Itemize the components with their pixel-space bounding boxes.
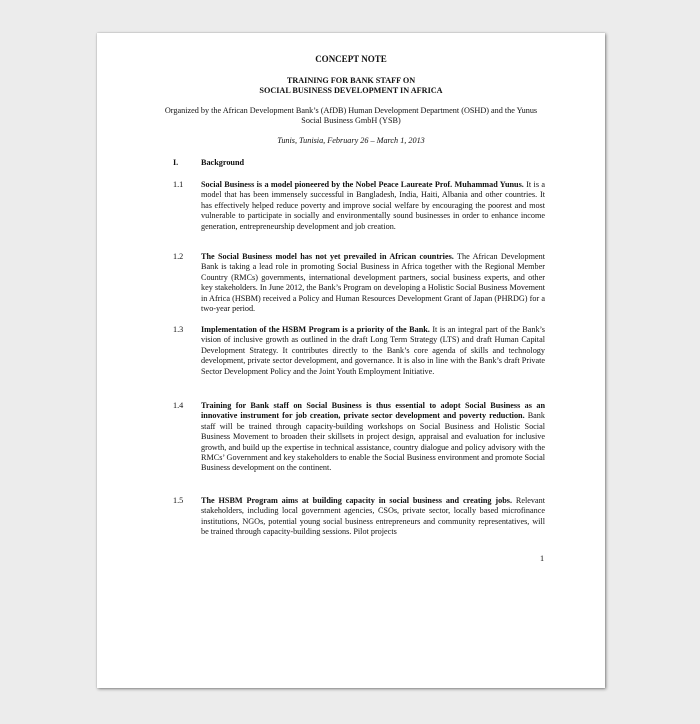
organizer-statement: Organized by the African Development Bank’s (AfDB) Human Development Department (OSHD) and the Yunus Social Business GmbH (YSB) xyxy=(164,106,538,125)
paragraph-lead: Training for Bank staff on Social Business is thus essential to adopt Social Business as an innovative instrument for job creation, private sector development and poverty reduction. xyxy=(201,401,545,421)
paragraph-lead: Implementation of the HSBM Program is a priority of the Bank. xyxy=(201,325,430,334)
venue-and-dates: Tunis, Tunisia, February 26 – March 1, 2013 xyxy=(277,136,425,145)
document-page xyxy=(97,33,605,688)
paragraph-1-1 xyxy=(173,180,545,232)
paragraph-1-5 xyxy=(173,496,545,538)
paragraph-body xyxy=(201,325,545,377)
paragraph-body xyxy=(201,180,545,232)
paragraph-text: It is a model that has been immensely successful in Bangladesh, India, Haiti, Albania and other countries. It has effectively helped reduce poverty and improve social welfare by encouraging the poorest and most vulnerable to participate in socially and environmentally sound businesses in order to enhance income generation, entrepreneurship development and job creation. xyxy=(201,180,545,231)
paragraph-lead: Social Business is a model pioneered by the Nobel Peace Laureate Prof. Muhammad Yunus. xyxy=(201,180,524,189)
paragraph-body xyxy=(201,496,545,538)
paragraph-body xyxy=(201,252,545,314)
paragraph-number: 1.2 xyxy=(173,252,184,261)
paragraph-text: The African Development Bank is taking a lead role in promoting Social Business in Africa together with the Regional Member Country (RMCs) governments, international development partners, social business experts, and other key stakeholders. In June 2012, the Bank’s Program on developing a Holistic Social Business Movement in Africa (HSBM) received a Policy and Human Resources Development Grant of Japan (PHRDG) for a two-year period. xyxy=(201,252,545,314)
paragraph-number: 1.3 xyxy=(173,325,184,334)
document-title: CONCEPT NOTE xyxy=(315,54,387,64)
subtitle-line-1: TRAINING FOR BANK STAFF ON xyxy=(286,76,416,85)
paragraph-text: Relevant stakeholders, including local government agencies, CSOs, private sector, locally based microfinance institutions, NGOs, potential young social business entrepreneurs and community representatives, will be trained through capacity-building sessions. Pilot projects xyxy=(201,496,545,537)
paragraph-1-3 xyxy=(173,325,545,377)
subtitle-line-2: SOCIAL BUSINESS DEVELOPMENT IN AFRICA xyxy=(259,86,443,95)
page-number: 1 xyxy=(540,554,545,563)
section-number: I. xyxy=(173,158,179,167)
paragraph-lead: The Social Business model has not yet prevailed in African countries. xyxy=(201,252,454,261)
paragraph-text: It is an integral part of the Bank’s vision of inclusive growth as outlined in the draft Long Term Strategy (LTS) and draft Human Capital Development Strategy. It contributes directly to the Bank’s core agenda of skills and technology development, private sector development, and governance. It is also in line with the Bank’s draft Private Sector Development Policy and the Joint Youth Employment Initiative. xyxy=(201,325,545,376)
paragraph-body xyxy=(201,401,545,474)
document-subtitle xyxy=(97,76,605,96)
section-title: Background xyxy=(201,158,245,167)
paragraph-1-4 xyxy=(173,401,545,474)
paragraph-number: 1.5 xyxy=(173,496,184,505)
paragraph-number: 1.4 xyxy=(173,401,184,410)
paragraph-1-2 xyxy=(173,252,545,314)
paragraph-text: Bank staff will be trained through capacity-building workshops on Social Business and Holistic Social Business Movement to broaden their skillsets in project design, appraisal and evaluation for inclusive growth, and build up the expertise in technical assistance, country dialogue and policy advisory with the RMCs’ Government and key stakeholders to enable the Social Business environment and promote Social Business development on the continent. xyxy=(201,411,545,473)
paragraph-number: 1.1 xyxy=(173,180,184,189)
paragraph-lead: The HSBM Program aims at building capacity in social business and creating jobs. xyxy=(201,496,512,505)
